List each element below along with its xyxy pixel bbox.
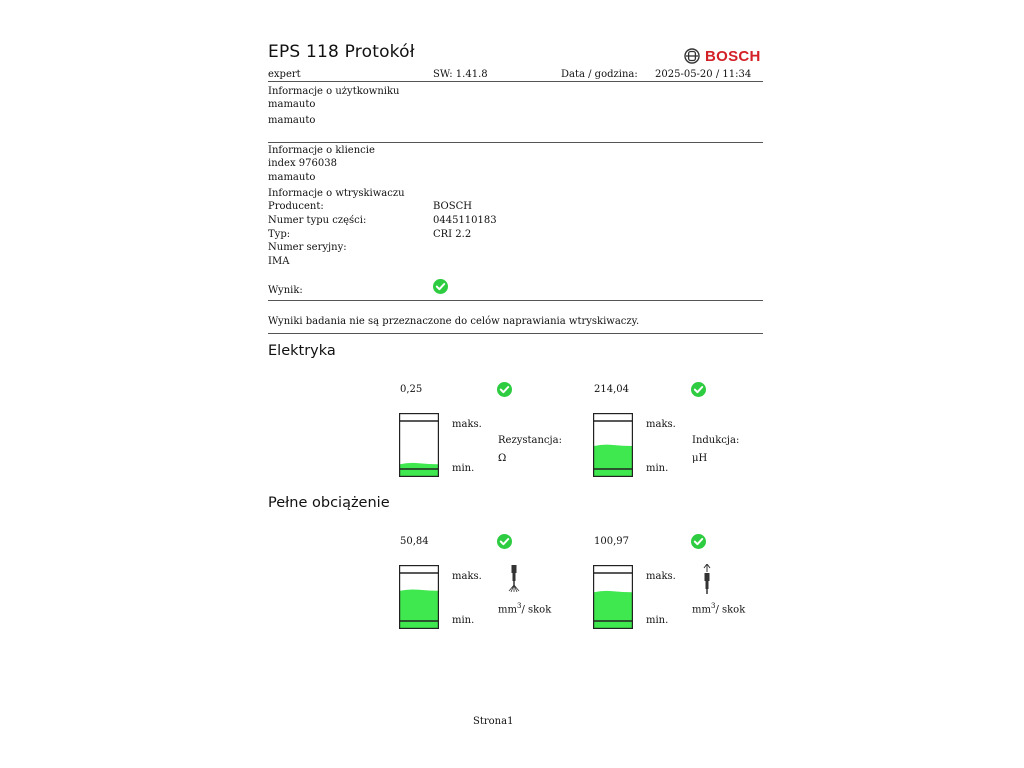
gauge-fill <box>400 589 438 628</box>
injector-row-label: IMA <box>268 256 290 267</box>
injector-spray-icon <box>504 564 524 594</box>
section-title-full-load: Pełne obciążenie <box>268 495 390 511</box>
gauge-fill <box>594 591 632 628</box>
injector-row-label: Numer typu części: <box>268 215 367 226</box>
divider <box>268 300 763 301</box>
measurement-value: 214,04 <box>594 384 629 395</box>
page-title: EPS 118 Protokół <box>268 42 415 62</box>
gauge-max-label: maks. <box>452 419 482 430</box>
measurement-unit: μH <box>692 453 708 464</box>
divider <box>268 333 763 334</box>
client-info-heading: Informacje o kliencie <box>268 145 375 156</box>
injector-row-value: 0445110183 <box>433 215 497 226</box>
date-value: 2025-05-20 / 11:34 <box>655 69 752 80</box>
injector-row-label: Numer seryjny: <box>268 242 347 253</box>
software-version: SW: 1.41.8 <box>433 69 488 80</box>
disclaimer-text: Wyniki badania nie są przeznaczone do celów naprawiania wtryskiwaczy. <box>268 316 640 327</box>
result-label: Wynik: <box>268 285 303 296</box>
measurement-value: 0,25 <box>400 384 423 395</box>
gauge-min-label: min. <box>646 615 669 626</box>
user-info-heading: Informacje o użytkowniku <box>268 86 400 97</box>
injector-info-heading: Informacje o wtryskiwaczu <box>268 188 405 199</box>
measurement-check-icon <box>691 382 706 397</box>
user-info-line: mamauto <box>268 115 316 126</box>
result-check-icon <box>433 279 448 294</box>
injector-row-label: Producent: <box>268 201 324 212</box>
user-info-line: mamauto <box>268 99 316 110</box>
gauge-inductance <box>593 413 633 477</box>
measurement-check-icon <box>497 534 512 549</box>
unit-rest: / skok <box>521 604 552 616</box>
measurement-check-icon <box>497 382 512 397</box>
divider <box>268 81 763 82</box>
measurement-name: Rezystancja: <box>498 435 562 446</box>
gauge-fill <box>594 445 632 476</box>
injector-return-icon <box>697 564 717 596</box>
gauge-injection-quantity <box>399 565 439 629</box>
injector-row-value: CRI 2.2 <box>433 229 472 240</box>
injector-row-value: BOSCH <box>433 201 472 212</box>
unit-rest: / skok <box>715 604 746 616</box>
mode-label: expert <box>268 69 301 80</box>
measurement-unit: Ω <box>498 453 507 464</box>
measurement-value: 50,84 <box>400 536 429 547</box>
divider <box>268 142 763 143</box>
page-number: Strona1 <box>473 716 514 727</box>
section-title-electrics: Elektryka <box>268 343 336 359</box>
gauge-min-label: min. <box>452 615 475 626</box>
brand-logo <box>684 47 761 65</box>
brand-name: BOSCH <box>705 47 761 65</box>
date-label: Data / godzina: <box>561 69 638 80</box>
gauge-return-quantity <box>593 565 633 629</box>
measurement-unit <box>692 600 745 616</box>
injector-row-label: Typ: <box>268 229 291 240</box>
measurement-value: 100,97 <box>594 536 629 547</box>
client-info-line: index 976038 <box>268 158 337 169</box>
unit-superscript: 3 <box>516 602 522 610</box>
measurement-unit <box>498 600 551 616</box>
unit-base: mm <box>498 604 517 616</box>
gauge-max-label: maks. <box>646 419 676 430</box>
gauge-resistance <box>399 413 439 477</box>
measurement-check-icon <box>691 534 706 549</box>
client-info-line: mamauto <box>268 172 316 183</box>
bosch-armature-icon <box>684 48 700 64</box>
gauge-max-label: maks. <box>452 571 482 582</box>
unit-base: mm <box>692 604 711 616</box>
measurement-name: Indukcja: <box>692 435 740 446</box>
gauge-min-label: min. <box>646 463 669 474</box>
gauge-min-label: min. <box>452 463 475 474</box>
gauge-max-label: maks. <box>646 571 676 582</box>
unit-superscript: 3 <box>710 602 716 610</box>
